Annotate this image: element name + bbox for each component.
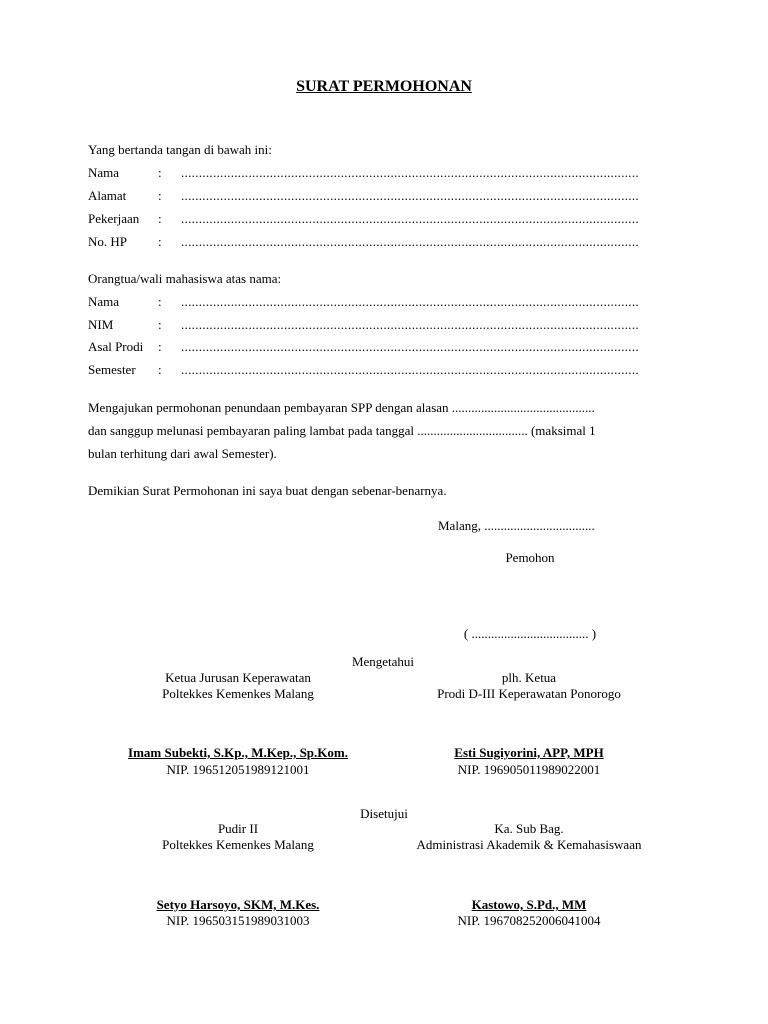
field-label: NIM [88,317,114,332]
field-colon: : [158,211,162,226]
field-label: Alamat [88,188,127,203]
field-blank: ................................................................................................................................. [181,317,639,332]
field-label: Pekerjaan [88,211,140,226]
ack-left-title: Ketua Jurusan Keperawatan [165,670,311,685]
field-label: No. HP [88,234,128,249]
acknowledged-heading: Mengetahui [351,654,415,669]
field-blank: ................................................................................................................................. [181,294,639,309]
ack-right-institution: Prodi D-III Keperawatan Ponorogo [437,686,621,701]
field-colon: : [158,317,162,332]
ack-right-nip: NIP. 196905011989022001 [457,762,601,777]
request-line-1: Mengajukan permohonan penundaan pembayaran SPP dengan alasan ............................................ [88,400,595,415]
place-date: Malang, .................................. [438,518,595,533]
appr-right-title: Ka. Sub Bag. [494,821,564,836]
field-blank: ................................................................................................................................. [181,339,639,354]
field-blank: ................................................................................................................................. [181,234,639,249]
field-blank: ................................................................................................................................. [181,211,639,226]
closing-statement: Demikian Surat Permohonan ini saya buat dengan sebenar-benarnya. [88,483,447,498]
field-label: Semester [88,362,136,377]
ack-left-institution: Poltekkes Kemenkes Malang [162,686,314,701]
appr-left-institution: Poltekkes Kemenkes Malang [162,837,314,852]
ack-right-title: plh. Ketua [501,670,557,685]
request-line-3: bulan terhitung dari awal Semester). [88,446,277,461]
field-blank: ................................................................................................................................. [181,188,639,203]
intro-text: Yang bertanda tangan di bawah ini: [88,142,272,157]
parent-intro-text: Orangtua/wali mahasiswa atas nama: [88,271,282,286]
document-title: SURAT PERMOHONAN [296,78,472,95]
field-blank: ................................................................................................................................. [181,165,639,180]
appr-left-name: Setyo Harsoyo, SKM, M.Kes. [156,897,320,912]
field-label: Nama [88,294,120,309]
approved-heading: Disetujui [360,806,408,821]
appr-right-name: Kastowo, S.Pd., MM [471,897,587,912]
applicant-role: Pemohon [505,550,555,565]
field-label: Asal Prodi [88,339,144,354]
ack-right-name: Esti Sugiyorini, APP, MPH [454,745,604,760]
field-blank: ................................................................................................................................. [181,362,639,377]
field-colon: : [158,294,162,309]
field-colon: : [158,165,162,180]
applicant-signature-blank: ( .................................... ) [463,626,597,641]
ack-left-nip: NIP. 196512051989121001 [166,762,310,777]
ack-left-name: Imam Subekti, S.Kp., M.Kep., Sp.Kom. [128,745,348,760]
appr-right-nip: NIP. 196708252006041004 [457,913,601,928]
request-line-2: dan sanggup melunasi pembayaran paling lambat pada tanggal .................................. (maksimal 1 [88,423,596,438]
field-label: Nama [88,165,120,180]
appr-right-institution: Administrasi Akademik & Kemahasiswaan [416,837,642,852]
field-colon: : [158,188,162,203]
field-colon: : [158,234,162,249]
field-colon: : [158,362,162,377]
appr-left-nip: NIP. 196503151989031003 [166,913,310,928]
field-colon: : [158,339,162,354]
appr-left-title: Pudir II [217,821,259,836]
